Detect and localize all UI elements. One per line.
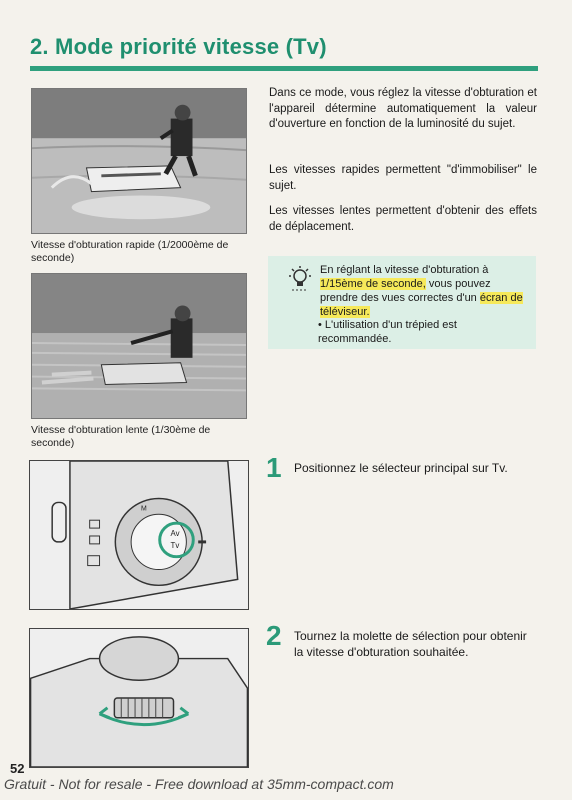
- tip-middle: vous pouvez prendre des vues correctes d'un: [320, 278, 491, 304]
- photo-caption-fast: Vitesse d'obturation rapide (1/2000ème de seconde): [31, 239, 229, 264]
- svg-text:Tv: Tv: [170, 540, 180, 550]
- tip-bullet: • L'utilisation d'un trépied est recommandée.: [318, 319, 457, 345]
- footer-watermark: Gratuit - Not for resale - Free download at 35mm-compact.com: [4, 776, 394, 792]
- command-dial-illustration: [29, 628, 249, 768]
- step-number-2: 2: [266, 620, 282, 651]
- page-title: 2. Mode priorité vitesse (Tv): [30, 34, 327, 59]
- svg-text:M: M: [140, 505, 147, 513]
- lightbulb-icon: [289, 266, 311, 292]
- jetski-photo-slow: [31, 273, 247, 419]
- svg-text:Av: Av: [170, 528, 180, 538]
- tip-highlight-speed: 1/15ème de seconde,: [320, 278, 426, 290]
- tip-lead: En réglant la vitesse d'obturation à: [320, 264, 489, 276]
- jetski-photo-fast: [31, 88, 247, 234]
- step-text-1: Positionnez le sélecteur principal sur Tv.: [294, 461, 508, 475]
- step-text-2: Tournez la molette de sélection pour obtenir la vitesse d'obturation souhaitée.: [294, 629, 527, 659]
- fast-speed-paragraph: Les vitesses rapides permettent "d'immobiliser" le sujet.: [269, 164, 537, 192]
- mode-dial-illustration: [29, 460, 249, 610]
- tip-text: [320, 263, 528, 319]
- slow-speed-paragraph: Les vitesses lentes permettent d'obtenir des effets de déplacement.: [269, 205, 537, 233]
- tip-highlight-tv: écran de téléviseur.: [320, 292, 523, 318]
- step-number-1: 1: [266, 452, 282, 483]
- title-underline: [30, 66, 538, 71]
- photo-caption-slow: Vitesse d'obturation lente (1/30ème de seconde): [31, 424, 211, 449]
- intro-paragraph: Dans ce mode, vous réglez la vitesse d'obturation et l'appareil détermine automatiquement la valeur d'ouverture en fonction de la luminosité du sujet.: [269, 87, 537, 130]
- page-number: 52: [10, 761, 25, 776]
